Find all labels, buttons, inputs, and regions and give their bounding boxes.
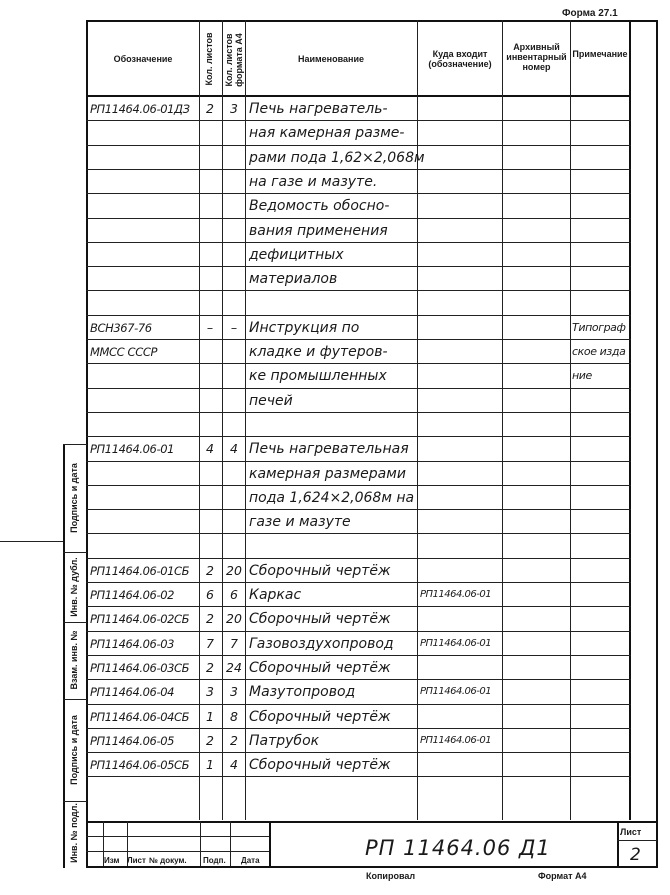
cell-sheets: 2	[206, 732, 214, 748]
cell-a4: 6	[230, 587, 238, 602]
cell-name: кладке и футеров-	[249, 344, 388, 360]
title-line-c	[617, 840, 657, 841]
col-line-3	[245, 20, 246, 820]
cell-name: газе и мазуте	[249, 514, 351, 531]
row-line	[86, 679, 631, 680]
cell-name: на газе и мазуте.	[249, 173, 378, 190]
cell-name: Патрубок	[249, 732, 320, 749]
side-line-1	[63, 444, 87, 445]
header-where-used: Куда входит (обозначение)	[428, 49, 492, 69]
cell-name: Печь нагревательная	[249, 441, 409, 458]
cell-name: вания применения	[249, 222, 388, 239]
form-label: Форма 27.1	[562, 8, 618, 19]
cell-a4: 7	[230, 635, 238, 651]
row-line	[86, 776, 631, 777]
tb-data: Дата	[241, 856, 260, 865]
cell-note: Типограф	[572, 320, 626, 334]
cell-where: РП11464.06-01	[420, 686, 492, 698]
col-line-4	[417, 20, 418, 820]
row-line	[86, 339, 631, 340]
frame-top	[86, 20, 658, 22]
title-line-a	[86, 836, 269, 837]
cell-name: материалов	[249, 271, 338, 288]
side-label-podp-bottom: Подпись и дата	[69, 715, 79, 785]
row-line	[86, 363, 631, 364]
header-archive: Архивный инвентарный номер	[506, 42, 567, 72]
header-designation: Обозначение	[113, 54, 173, 64]
cell-designation: РП11464.06-03СБ	[90, 660, 190, 675]
col-line-5	[502, 20, 503, 820]
title-line-b	[86, 851, 269, 852]
cell-name: Каркас	[249, 587, 302, 603]
cell-a4: 20	[226, 611, 242, 627]
cell-designation: РП11464.06-01ДЗ	[90, 102, 190, 116]
cell-sheets: 4	[206, 441, 214, 457]
cell-name: пода 1,624×2,068м на	[249, 489, 415, 506]
title-v-5	[269, 821, 271, 866]
row-line	[86, 752, 631, 753]
frame-bottom	[86, 866, 658, 868]
cell-name: печей	[249, 392, 293, 409]
tb-sheet-no: 2	[630, 845, 641, 865]
header-a4-text: Кол. листов формата А4	[224, 33, 244, 87]
cell-a4: 4	[230, 757, 238, 773]
side-line-6	[0, 541, 63, 542]
row-line	[86, 436, 631, 437]
cell-sheets: 2	[206, 611, 214, 627]
cell-a4: 2	[230, 732, 238, 748]
cell-designation: РП11464.06-04	[90, 685, 175, 700]
row-line	[86, 631, 631, 632]
cell-where: РП11464.06-01	[420, 734, 492, 746]
cell-name: ная камерная разме-	[249, 125, 405, 142]
cell-a4: –	[230, 319, 238, 335]
row-line	[86, 412, 631, 413]
row-line	[86, 655, 631, 656]
tb-list: Лист	[127, 856, 146, 865]
cell-name: Газовоздухопровод	[249, 635, 394, 652]
cell-name: Сборочный чертёж	[249, 659, 391, 676]
row-line	[86, 461, 631, 462]
col-line-2	[222, 20, 223, 820]
header-note: Примечание	[572, 49, 628, 59]
cell-designation: РП11464.06-01СБ	[90, 563, 190, 578]
row-line	[86, 388, 631, 389]
cell-name: Сборочный чертёж	[249, 611, 391, 628]
side-label-vzam-inv: Взам. инв. №	[69, 630, 79, 690]
cell-sheets: 1	[206, 757, 214, 773]
row-line	[86, 606, 631, 607]
cell-sheets: 1	[206, 708, 214, 724]
side-label-podp-top: Подпись и дата	[69, 463, 79, 533]
cell-where: РП11464.06-01	[420, 637, 492, 649]
row-line	[86, 120, 631, 121]
cell-sheets: 2	[206, 562, 214, 578]
cell-designation: РП11464.06-01	[90, 442, 175, 457]
cell-a4: 24	[226, 659, 242, 675]
cell-name: дефицитных	[249, 246, 344, 263]
row-line	[86, 145, 631, 146]
col-line-7	[629, 20, 631, 820]
cell-designation: РП11464.06-02СБ	[90, 612, 190, 627]
row-line	[86, 582, 631, 583]
side-label-inv-dubl: Инв. № дубл.	[69, 557, 79, 617]
row-line	[86, 558, 631, 559]
cell-designation: РП11464.06-02	[90, 588, 175, 602]
tb-sheet-label: Лист	[620, 827, 642, 837]
cell-a4: 3	[230, 101, 238, 116]
header-divider	[86, 95, 631, 97]
row-line	[86, 509, 631, 510]
row-line	[86, 193, 631, 194]
cell-designation: РП11464.06-05	[90, 733, 175, 748]
row-line	[86, 728, 631, 729]
footer-copied: Копировал	[366, 871, 416, 881]
cell-sheets: 7	[206, 635, 214, 651]
row-line	[86, 266, 631, 267]
cell-note: ние	[572, 369, 592, 383]
cell-designation: РП11464.06-03	[90, 636, 175, 651]
frame-right	[656, 20, 658, 868]
tb-izm: Изм	[104, 856, 120, 865]
row-line	[86, 169, 631, 170]
tb-no-docum: № докум.	[149, 856, 187, 865]
tb-podp: Подп.	[203, 856, 226, 865]
cell-name: ке промышленных	[249, 368, 387, 385]
side-strip-left	[63, 444, 65, 868]
side-label-inv-podl: Инв. № подл.	[69, 803, 79, 863]
cell-note: ское изда	[572, 345, 626, 358]
cell-sheets: 3	[206, 684, 214, 700]
cell-designation: ММСС СССР	[90, 345, 157, 359]
cell-name: Сборочный чертёж	[249, 562, 391, 579]
header-sheets: Кол. листов	[204, 32, 214, 86]
cell-a4: 3	[230, 684, 238, 700]
row-line	[86, 242, 631, 243]
cell-where: РП11464.06-01	[420, 589, 492, 600]
cell-name: Мазутопровод	[249, 684, 356, 701]
col-line-6	[570, 20, 571, 820]
cell-a4: 8	[230, 708, 238, 724]
row-line	[86, 704, 631, 705]
header-a4	[224, 20, 244, 100]
cell-name: Сборочный чертёж	[249, 757, 391, 774]
cell-name: Инструкция по	[249, 319, 360, 336]
footer-format: Формат А4	[538, 871, 587, 881]
cell-sheets: 2	[206, 101, 214, 116]
cell-sheets: –	[206, 319, 214, 335]
cell-a4: 4	[230, 441, 238, 457]
title-block-top	[86, 821, 658, 823]
title-v-6	[617, 821, 619, 866]
header-name: Наименование	[297, 54, 365, 64]
cell-name: Ведомость обосно-	[249, 198, 390, 215]
cell-a4: 20	[226, 562, 242, 578]
tb-doc-code: РП 11464.06 Д1	[365, 836, 551, 860]
row-line	[86, 533, 631, 534]
title-v-3	[200, 821, 201, 866]
row-line	[86, 290, 631, 291]
cell-name: рами пода 1,62×2,068м	[249, 149, 425, 166]
cell-name: Печь нагреватель-	[249, 101, 388, 117]
cell-designation: ВСН367-76	[90, 320, 152, 335]
cell-designation: РП11464.06-05СБ	[90, 758, 190, 773]
row-line	[86, 218, 631, 219]
row-line	[86, 485, 631, 486]
cell-sheets: 6	[206, 587, 214, 602]
cell-name: Сборочный чертёж	[249, 708, 391, 725]
cell-name: камерная размерами	[249, 465, 406, 482]
title-v-4	[230, 821, 231, 866]
cell-designation: РП11464.06-04СБ	[90, 709, 190, 724]
row-line	[86, 315, 631, 316]
cell-sheets: 2	[206, 659, 214, 675]
